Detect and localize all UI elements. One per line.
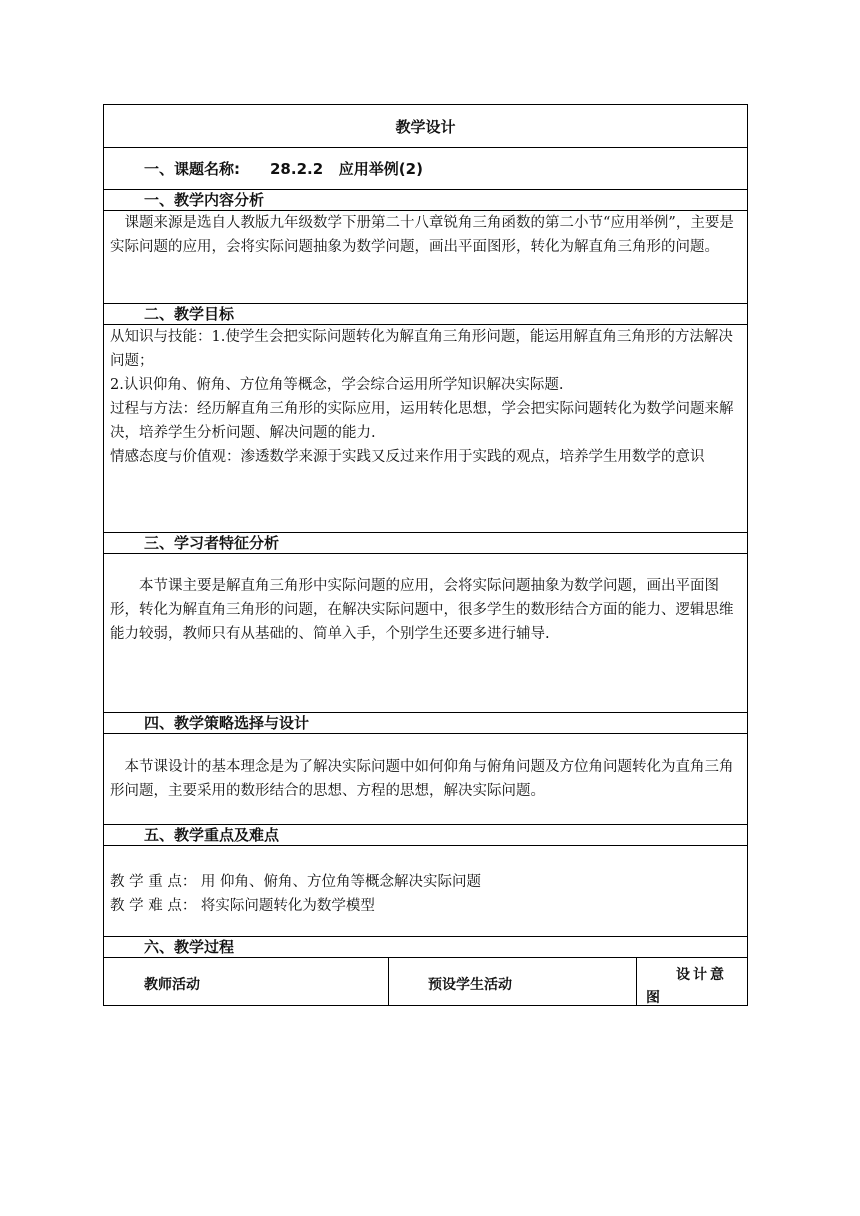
strategy-paragraph: 本节课设计的基本理念是为了解决实际问题中如何仰角与俯角问题及方位角问题转化为直角三角形问题，主要采用的数形结合的思想、方程的思想，解决实际问题。 — [110, 759, 734, 799]
section-heading-keypoints: 五、教学重点及难点 — [103, 825, 748, 846]
section-heading-process: 六、教学过程 — [103, 937, 748, 958]
content-paragraph: 课题来源是选自人教版九年级数学下册第二十八章锐角三角函数的第二小节“应用举例”，主要是实际问题的应用，会将实际问题抽象为数学问题，画出平面图形，转化为解直角三角形的问题。 — [110, 215, 734, 255]
column-student-activity — [389, 958, 637, 1005]
process-table-header — [103, 958, 748, 1006]
section-body-keypoints — [103, 846, 748, 937]
goal-line: 2.认识仰角、俯角、方位角等概念，学会综合运用所学知识解决实际题. — [110, 377, 564, 393]
section-body-goals — [103, 325, 748, 533]
section-heading-learners: 三、学习者特征分析 — [103, 533, 748, 554]
topic-row — [103, 148, 748, 190]
topic-label: 一、课题名称: — [144, 160, 240, 178]
keypoint-line: 教 学 重 点： 用 仰角、俯角、方位角等概念解决实际问题 — [110, 874, 482, 890]
section-body-learners — [103, 554, 748, 713]
lesson-plan-table — [103, 104, 748, 1006]
document-title-text: 教学设计 — [395, 117, 456, 136]
column-label: 教师活动 — [144, 977, 200, 993]
topic-value: 28.2.2 应用举例(2) — [270, 160, 423, 178]
column-label: 设计意 — [676, 967, 727, 983]
column-label: 预设学生活动 — [428, 977, 512, 993]
goal-line: 情感态度与价值观：渗透数学来源于实践又反过来作用于实践的观点，培养学生用数学的意识 — [110, 449, 705, 465]
section-heading-content: 一、教学内容分析 — [103, 190, 748, 211]
section-body-strategy — [103, 734, 748, 825]
document-title — [103, 104, 748, 148]
column-teacher-activity — [104, 958, 389, 1005]
column-design-intent — [637, 958, 747, 1005]
section-heading-goals: 二、教学目标 — [103, 304, 748, 325]
goal-line: 过程与方法：经历解直角三角形的实际应用，运用转化思想，学会把实际问题转化为数学问题来解决，培养学生分析问题、解决问题的能力. — [110, 401, 734, 441]
keypoint-line: 教 学 难 点： 将实际问题转化为数学模型 — [110, 898, 375, 914]
section-body-content — [103, 211, 748, 304]
column-label-wrap: 图 — [646, 990, 660, 1006]
goal-line: 从知识与技能：1.使学生会把实际问题转化为解直角三角形问题，能运用解直角三角形的方法解决问题； — [110, 329, 733, 369]
section-heading-strategy: 四、教学策略选择与设计 — [103, 713, 748, 734]
learners-paragraph: 本节课主要是解直角三角形中实际问题的应用，会将实际问题抽象为数学问题，画出平面图形，转化为解直角三角形的问题，在解决实际问题中，很多学生的数形结合方面的能力、逻辑思维能力较弱，教师只有从基础的、简单入手，个别学生还要多进行辅导. — [110, 578, 734, 642]
